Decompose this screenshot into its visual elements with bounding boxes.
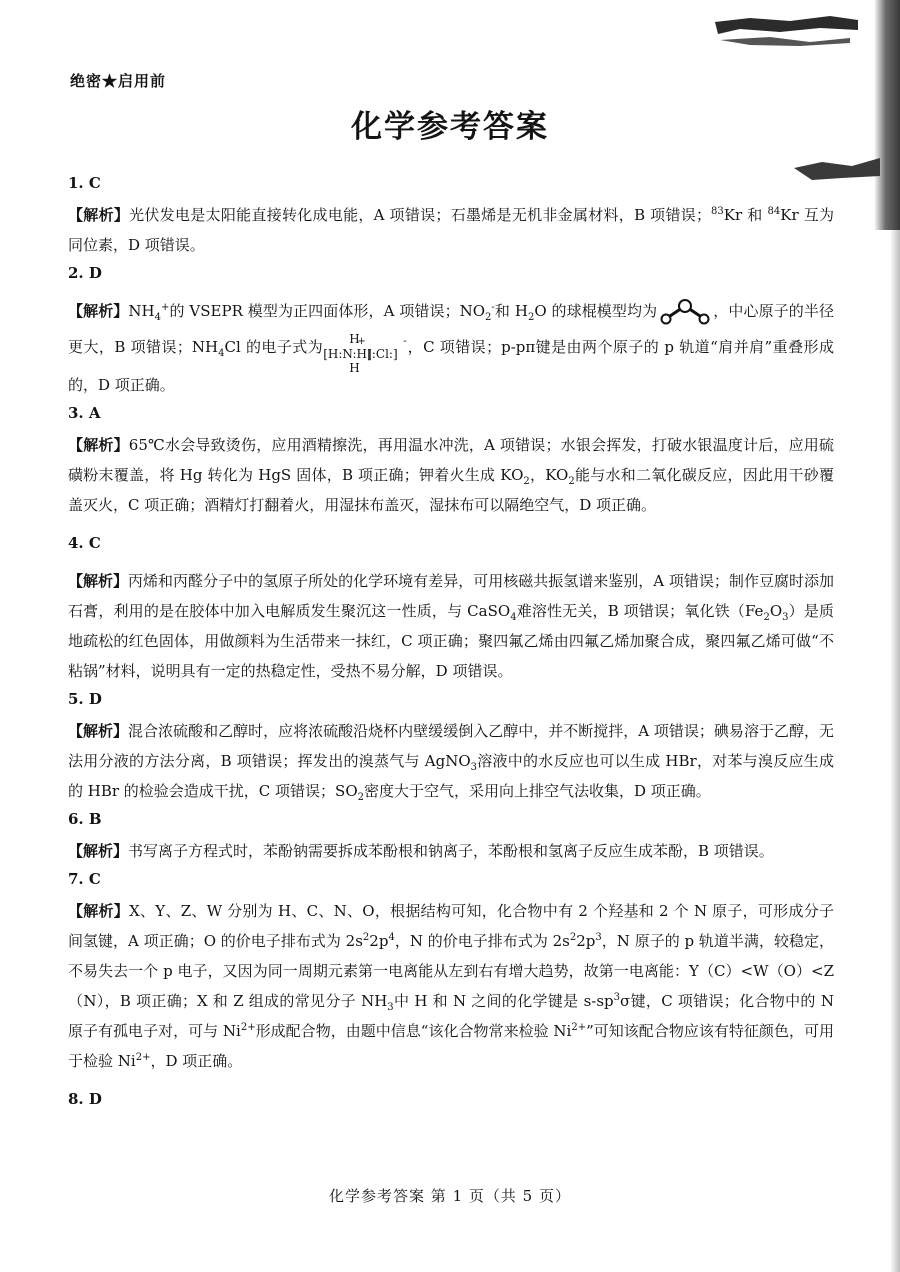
explanation-label: 【解析】	[68, 206, 130, 224]
explanation-label: 【解析】	[68, 722, 129, 740]
scan-artifact-mark	[710, 12, 860, 50]
answer-5: 5. D	[68, 690, 102, 708]
explanation-label: 【解析】	[68, 842, 129, 860]
answer-7: 7. C	[68, 870, 101, 888]
explanation-label: 【解析】	[68, 436, 129, 454]
explanation-label: 【解析】	[68, 902, 130, 920]
explanation-6: 【解析】书写离子方程式时，苯酚钠需要拆成苯酚根和钠离子，苯酚根和氢离子反应生成苯酚，B 项错误。	[68, 842, 774, 860]
scan-shadow-edge-lower	[890, 230, 900, 1272]
electron-formula-nh4cl: H [H:N:H] + H [:Cl:] -	[323, 332, 407, 375]
explanation-2: 【解析】$NH_4^+$的 VSEPR 模型为正四面体形，A 项错误；$NO_2^-$和 $H_2O$ 的球棍模型均为 ，中心原子的半径更大，B 项错误；$NH_4Cl$ 的电子式为 H [H:N:H] + H [:Cl:] - ，C 项错误；p-pπ键是由两个原子的 p 轨道“肩并肩”重叠形成的，D 项正确。	[68, 296, 834, 400]
explanation-label: 【解析】	[68, 572, 129, 590]
explanation-label: 【解析】	[68, 302, 129, 320]
ball-and-stick-model-icon	[657, 298, 713, 326]
page-title: 化学参考答案	[351, 109, 549, 145]
explanation-1: 【解析】光伏发电是太阳能直接转化成电能，A 项错误；石墨烯是无机非金属材料，B 项错误；$^{83}$Kr 和 $^{84}$Kr 互为同位素，D 项错误。	[68, 206, 834, 254]
explanation-7: 【解析】X、Y、Z、W 分别为 H、C、N、O，根据结构可知，化合物中有 2 个羟基和 2 个 N 原子，可形成分子间氢键，A 项正确；O 的价电子排布式为 $2s^22p^4$，N 的价电子排布式为 $2s^22p^3$，N 原子的 p 轨道半满，较稳定，不易失去一个 p 电子，又因为同一周期元素第一电离能从左到右有增大趋势，故第一电离能：Y（C）<W（O）<Z（N），B 项正确；X 和 Z 组成的常见分子 $NH_3$中 H 和 N 之间的化学键是 $s-sp^3\sigma$键，C 项错误；化合物中的 N 原子有孤电子对，可与 $Ni^{2+}$形成配合物，由题中信息“该化合物常来检验 $Ni^{2+}$”可知该配合物应该有特征颜色，可用于检验 $Ni^{2+}$，D 项正确。	[68, 902, 834, 1070]
answer-2: 2. D	[68, 264, 102, 282]
explanation-5: 【解析】混合浓硫酸和乙醇时，应将浓硫酸沿烧杯内壁缓缓倒入乙醇中，并不断搅拌，A 项错误；碘易溶于乙醇，无法用分液的方法分离，B 项错误；挥发出的溴蒸气与 AgNO$_3$溶液中的水反应也可以生成 HBr，对苯与溴反应生成的 HBr 的检验会造成干扰，C 项错误；$SO_2$密度大于空气，采用向上排空气法收集，D 项正确。	[68, 722, 835, 803]
answer-8: 8. D	[68, 1090, 102, 1108]
answer-6: 6. B	[68, 810, 102, 828]
confidential-label: 绝密★启用前	[70, 72, 167, 90]
explanation-4: 【解析】丙烯和丙醛分子中的氢原子所处的化学环境有差异，可用核磁共振氢谱来鉴别，A 项错误；制作豆腐时添加石膏，利用的是在胶体中加入电解质发生聚沉这一性质，与 CaSO$_4$难溶性无关，B 项错误；氧化铁$(Fe_2O_3)$是质地疏松的红色固体，用做颜料为生活带来一抹红，C 项正确；聚四氟乙烯由四氟乙烯加聚合成，聚四氟乙烯可做“不粘锅”材料，说明具有一定的热稳定性，受热不易分解，D 项错误。	[68, 572, 834, 680]
answer-3: 3. A	[68, 404, 101, 422]
explanation-3: 【解析】65℃水会导致烫伤，应用酒精擦洗，再用温水冲洗，A 项错误；水银会挥发，打破水银温度计后，应用硫磺粉末覆盖，将 Hg 转化为 HgS 固体，B 项正确；钾着火生成 $KO_2$，$KO_2$能与水和二氧化碳反应，因此用干砂覆盖灭火，C 项正确；酒精灯打翻着火，用湿抹布盖灭，湿抹布可以隔绝空气，D 项正确。	[68, 436, 834, 514]
answer-4: 4. C	[68, 534, 101, 552]
answer-1: 1. C	[68, 174, 101, 192]
answer-content	[68, 170, 834, 1112]
page-footer: 化学参考答案 第 1 页（共 5 页）	[329, 1187, 571, 1205]
